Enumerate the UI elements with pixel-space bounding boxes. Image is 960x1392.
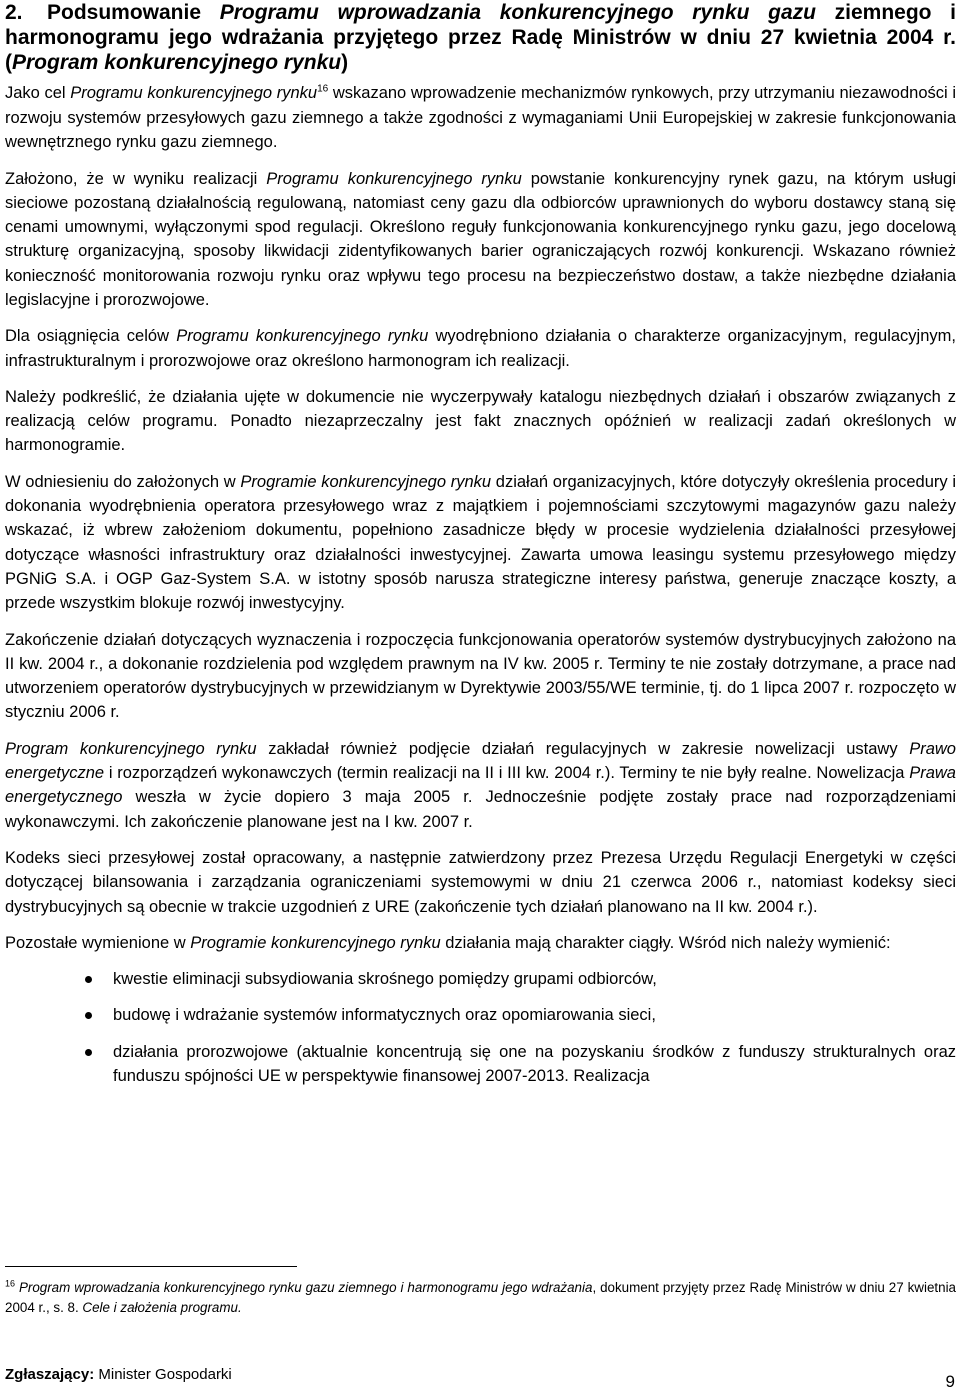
section-number: 2. [5,1,23,24]
list-item: działania prorozwojowe (aktualnie koncentrują się one na pozyskaniu środków z funduszy strukturalnych oraz funduszu spójności UE w perspektywie finansowej 2007-2013. Realizacja [5,1040,956,1089]
paragraph-5: W odniesieniu do założonych w Programie konkurencyjnego rynku działań organizacyjnych, które dotyczyły określenia procedury i dokonania wyodrębnienia operatora przesyłowego wraz z majątkiem i pojemnościami szczytowymi magazynów gazu należy wskazać, iż wbrew założeniom dokumentu, popełniono zasadnicze błędy w procesie wydzielenia działalności przesyłowej dotyczące własności infrastruktury oraz działalności inwestycyjnej. Zawarta umowa leasingu systemu przesyłowego między PGNiG S.A. i OGP Gaz-System S.A. w istotny sposób narusza strategiczne interesy państwa, generuje znaczące koszty, a przede wszystkim blokuje rozwój inwestycyjny. [5,472,956,613]
page-footer [5,1366,232,1383]
section-heading: 2. Podsumowanie Programu wprowadzania konkurencyjnego rynku gazu ziemnego i harmonogramu jego wdrażania przyjętego przez Radę Ministrów w dniu 27 kwietnia 2004 r. (Program konkurencyjnego rynku) [5,1,957,74]
list-item: kwestie eliminacji subsydiowania skrośnego pomiędzy grupami odbiorców, [5,967,956,991]
paragraph-7: Program konkurencyjnego rynku zakładał również podjęcie działań regulacyjnych w zakresie nowelizacji ustawy Prawo energetyczne i rozporządzeń wykonawczych (termin realizacji na II i III kw. 2004 r.). Terminy te nie były realne. Nowelizacja Prawa energetycznego weszła w życie dopiero 3 maja 2005 r. Jednocześnie podjęte zostały prace nad rozporządzeniami wykonawczymi. Ich zakończenie planowane jest na I kw. 2007 r. [5,739,956,831]
bullet-icon [85,1012,92,1019]
page-number: 9 [945,1372,955,1391]
footer-label: Zgłaszający: [5,1366,95,1383]
paragraph-4: Należy podkreślić, że działania ujęte w dokumencie nie wyczerpywały katalogu niezbędnych działań i obszarów związanych z realizacją celów programu. Ponadto niezaprzeczalny jest fakt znacznych opóźnień w realizacji zadań określonych w harmonogramie. [5,387,956,455]
paragraph-9: Pozostałe wymienione w Programie konkurencyjnego rynku działania mają charakter ciągły. Wśród nich należy wymienić: [5,933,891,952]
footnote-divider [5,1266,297,1267]
paragraph-6: Zakończenie działań dotyczących wyznaczenia i rozpoczęcia funkcjonowania operatorów systemów dystrybucyjnych założono na II kw. 2004 r., a dokonanie rozdzielenia pod względem prawnym na IV kw. 2005 r. Terminy te nie zostały dotrzymane, a prace nad utworzeniem operatorów dystrybucyjnych w przewidzianym w Dyrektywie 2003/55/WE terminie, tj. do 1 lipca 2007 r. rozpoczęto w styczniu 2006 r. [5,630,956,722]
paragraph-3: Dla osiągnięcia celów Programu konkurencyjnego rynku wyodrębniono działania o charakterze organizacyjnym, regulacyjnym, infrastrukturalnym i prorozwojowe oraz określono harmonogram ich realizacji. [5,327,956,370]
bullet-icon [85,976,92,983]
bullet-list [5,967,956,1088]
document-page [5,0,956,1100]
paragraph-2: Założono, że w wyniku realizacji Programu konkurencyjnego rynku powstanie konkurencyjny rynek gazu, na którym usługi sieciowe pozostaną działalnością regulowaną, natomiast ceny gazu dla odbiorców uprawnionych do wyboru dostawcy staną się cenami umownymi, wyłączonymi spod regulacji. Określono reguły funkcjonowania konkurencyjnego rynku gazu, jego docelową strukturę organizacyjną, sposoby likwidacji zidentyfikowanych barier ograniczających rozwój konkurencji. Wskazano również konieczność monitorowania rozwoju rynku oraz wpływu tego procesu na bezpieczeństwo dostaw, a także niezbędne działania legislacyjne i prorozwojowe. [5,169,956,309]
footer-value: Minister Gospodarki [94,1366,232,1383]
footnote-ref[interactable]: 16 [317,83,329,95]
paragraph-1: Jako cel Programu konkurencyjnego rynku$^{16}$ wskazano wprowadzenie mechanizmów rynkowych, przy utrzymaniu niezawodności i rozwoju systemów przesyłowych gazu ziemnego a także zgodności z wymaganiami Unii Europejskiej w zakresie funkcjonowania wewnętrznego rynku gazu ziemnego. [5,83,956,151]
bullet-icon [85,1049,92,1056]
paragraph-8: Kodeks sieci przesyłowej został opracowany, a następnie zatwierdzony przez Prezesa Urzędu Regulacji Energetyki w części dotyczącej bilansowania i zarządzania ograniczeniami systemowymi w dniu 21 czerwca 2006 r., natomiast kodeksy sieci dystrybucyjnych są obecnie w trakcie uzgodnień z URE (zakończenie tych działań planowano na II kw. 2004 r.). [5,848,956,916]
list-item: budowę i wdrażanie systemów informatycznych oraz opomiarowania sieci, [5,1003,956,1027]
footnote: $^{16}$ Program wprowadzania konkurencyjnego rynku gazu ziemnego i harmonogramu jego wdrażania, dokument przyjęty przez Radę Ministrów w dniu 27 kwietnia 2004 r., s. 8. Cele i założenia programu. [5,1278,956,1315]
